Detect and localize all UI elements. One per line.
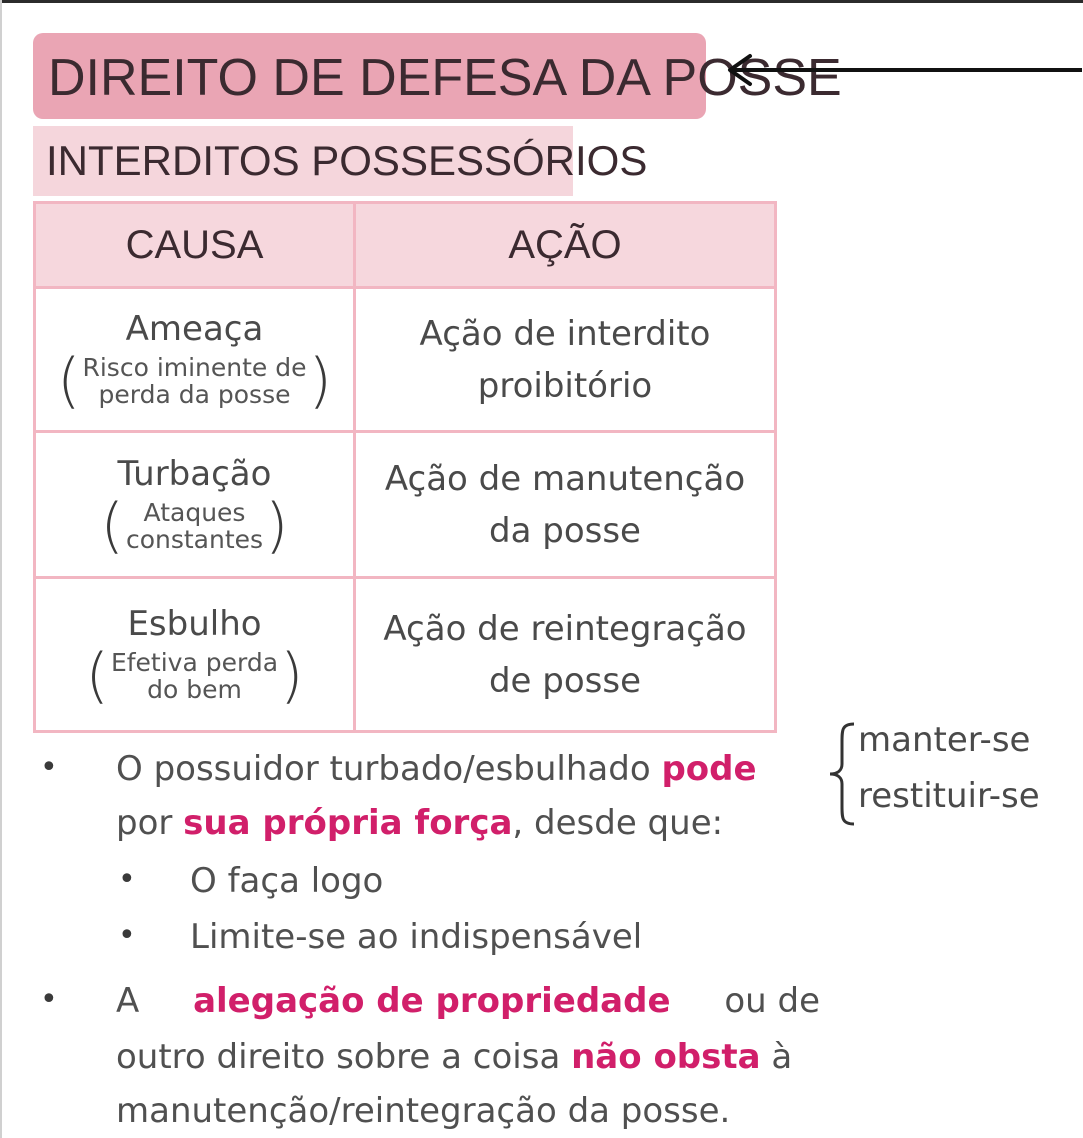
- highlight-pode: pode: [661, 749, 757, 789]
- action-line: proibitório: [477, 365, 653, 406]
- bullet2-text: à: [760, 1037, 793, 1077]
- action-cell: [355, 288, 776, 432]
- paren-open-icon: (: [57, 345, 81, 416]
- paren-close-icon: ): [265, 490, 289, 561]
- action-cell: [355, 432, 776, 578]
- cause-note-line: Ataques: [143, 497, 246, 527]
- bullet1-line1: [116, 742, 757, 796]
- cause-note-line: Efetiva perda: [110, 647, 279, 677]
- cause-title: Ameaça: [125, 308, 264, 349]
- paren-open-icon: (: [100, 490, 124, 561]
- option-restituir-se: restituir-se: [858, 776, 1040, 816]
- left-edge: [0, 0, 2, 1138]
- action-line: de posse: [488, 660, 642, 701]
- interditos-table: [33, 201, 777, 733]
- bullet2-text: A: [116, 981, 140, 1021]
- sub-bullet-item: Limite-se ao indispensável: [190, 917, 643, 957]
- highlight-alegacao: alegação de propriedade: [193, 981, 671, 1021]
- action-line: Ação de manutenção: [384, 458, 746, 499]
- action-cell: [355, 578, 776, 732]
- action-line: da posse: [489, 510, 641, 551]
- sub-bullet-item: O faça logo: [190, 861, 384, 901]
- bullet-icon: •: [118, 862, 136, 897]
- left-arrow-icon: [722, 52, 1082, 88]
- bullet2-line2: [116, 1030, 792, 1084]
- table-row: [35, 578, 776, 732]
- bullet2-text: outro direito sobre a coisa: [116, 1037, 572, 1077]
- header-acao: AÇÃO: [355, 203, 776, 288]
- table-row: [35, 432, 776, 578]
- cause-cell: [35, 288, 355, 432]
- paren-close-icon: ): [280, 640, 304, 711]
- bullet2-line3: manutenção/reintegração da posse.: [116, 1091, 731, 1131]
- bullet1-text: por: [116, 803, 184, 843]
- cause-title: Turbação: [117, 453, 272, 494]
- header-causa: CAUSA: [35, 203, 355, 288]
- paren-close-icon: ): [308, 345, 332, 416]
- bullet2-text: ou de: [724, 981, 820, 1021]
- bullet2-line1: [116, 974, 820, 1028]
- cause-note-line: do bem: [147, 674, 242, 704]
- cause-note: [85, 640, 304, 711]
- cause-note-line: perda da posse: [98, 379, 291, 409]
- cause-note-line: Risco iminente de: [82, 352, 307, 382]
- cause-cell: [35, 432, 355, 578]
- paren-open-icon: (: [85, 640, 109, 711]
- cause-title: Esbulho: [127, 603, 262, 644]
- bullet1-text: , desde que:: [512, 803, 724, 843]
- highlight-nao-obsta: não obsta: [571, 1037, 761, 1077]
- action-line: Ação de reintegração: [383, 608, 747, 649]
- cause-note-line: constantes: [125, 524, 264, 554]
- table-row: [35, 288, 776, 432]
- action-line: Ação de interdito: [419, 313, 711, 354]
- highlight-forca: sua própria força: [183, 803, 513, 843]
- top-border: [0, 0, 1083, 3]
- cause-note: [100, 490, 289, 561]
- page-title: DIREITO DE DEFESA DA POSSE: [48, 49, 842, 107]
- bullet1-text: O possuidor turbado/esbulhado: [116, 749, 662, 789]
- option-manter-se: manter-se: [858, 720, 1031, 760]
- bullet-icon: •: [118, 918, 136, 953]
- table-header-row: [35, 203, 776, 288]
- bullet-icon: •: [40, 750, 58, 785]
- cause-note: [57, 345, 332, 416]
- bullet-icon: •: [40, 982, 58, 1017]
- bullet1-line2: [116, 796, 723, 850]
- curly-brace-icon: [826, 720, 858, 828]
- page-subtitle: INTERDITOS POSSESSÓRIOS: [46, 137, 648, 184]
- cause-cell: [35, 578, 355, 732]
